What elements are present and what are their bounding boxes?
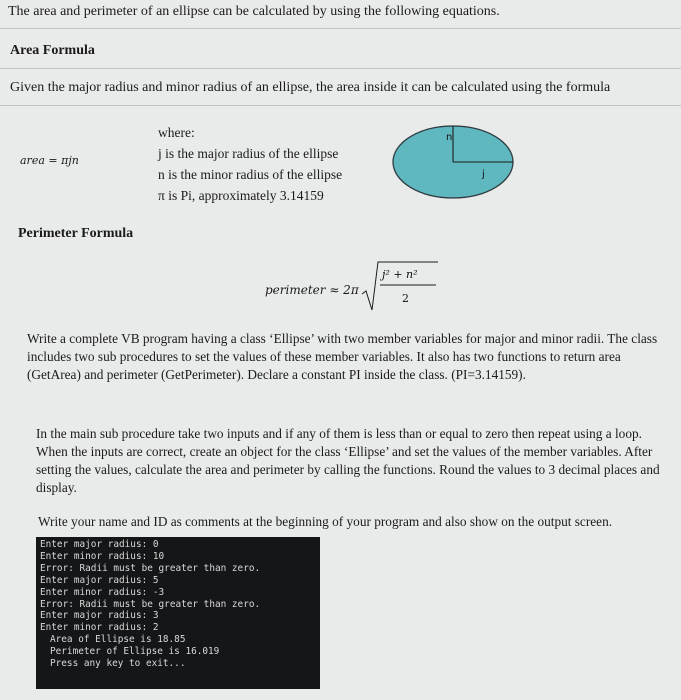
console-result-line: Area of Ellipse is 18.85: [50, 634, 186, 646]
paragraph-requirements: Write a complete VB program having a class ‘Ellipse’ with two member variables for major and minor radii. The class includes two sub procedures to set the values of these member variables. It also has two functions to return area (GetArea) and perimeter (GetPerimeter). Declare a constant PI inside the class. (PI=3.14159).: [27, 331, 658, 382]
fraction-denominator: 2: [402, 292, 409, 305]
console-line: Enter major radius: 5: [40, 574, 159, 586]
intro-text: The area and perimeter of an ellipse can be calculated by using the following equations.: [8, 4, 500, 19]
console-line: Enter major radius: 3: [40, 610, 159, 622]
fraction-numerator: j² + n²: [382, 268, 418, 281]
console-output: [36, 537, 320, 689]
given-text: Given the major radius and minor radius of an ellipse, the area inside it can be calculated using the formula: [10, 80, 611, 95]
perimeter-radical: [360, 258, 450, 314]
where-major: j is the major radius of the ellipse: [158, 146, 339, 161]
perimeter-lhs: perimeter ≈ 2π: [265, 283, 359, 297]
n-label: n: [446, 132, 453, 143]
console-line: Enter major radius: 0: [40, 539, 159, 550]
divider: [0, 28, 681, 29]
console-result-line: Press any key to exit...: [50, 658, 186, 670]
where-label: where:: [158, 125, 195, 140]
console-line: Enter minor radius: 10: [40, 550, 165, 562]
where-pi: π is Pi, approximately 3.14159: [158, 188, 324, 203]
divider: [0, 68, 681, 69]
area-formula: area = πjn: [20, 154, 79, 167]
ellipse-diagram: [390, 122, 520, 202]
console-line: Error: Radii must be greater than zero.: [40, 598, 261, 610]
divider: [0, 105, 681, 106]
paragraph-name-id: Write your name and ID as comments at the beginning of your program and also show on the output screen.: [38, 514, 613, 529]
paragraph-main-sub: In the main sub procedure take two inputs and if any of them is less than or equal to zero then repeat using a loop. When the inputs are correct, create an object for the class ‘Ellipse’ and set the values of the member variables. After setting the values, calculate the area and perimeter by calling the functions. Round the values to 3 decimal places and display.: [36, 426, 660, 495]
console-line: Error: Radii must be greater than zero.: [40, 562, 261, 574]
console-result-line: Perimeter of Ellipse is 16.019: [50, 646, 220, 658]
console-line: Enter minor radius: 2: [40, 622, 159, 634]
perimeter-heading: Perimeter Formula: [18, 226, 134, 241]
console-line: Enter minor radius: -3: [40, 586, 165, 598]
where-minor: n is the minor radius of the ellipse: [158, 167, 343, 182]
j-label: j: [482, 169, 485, 180]
where-block: [158, 122, 342, 206]
area-heading: Area Formula: [10, 43, 95, 58]
